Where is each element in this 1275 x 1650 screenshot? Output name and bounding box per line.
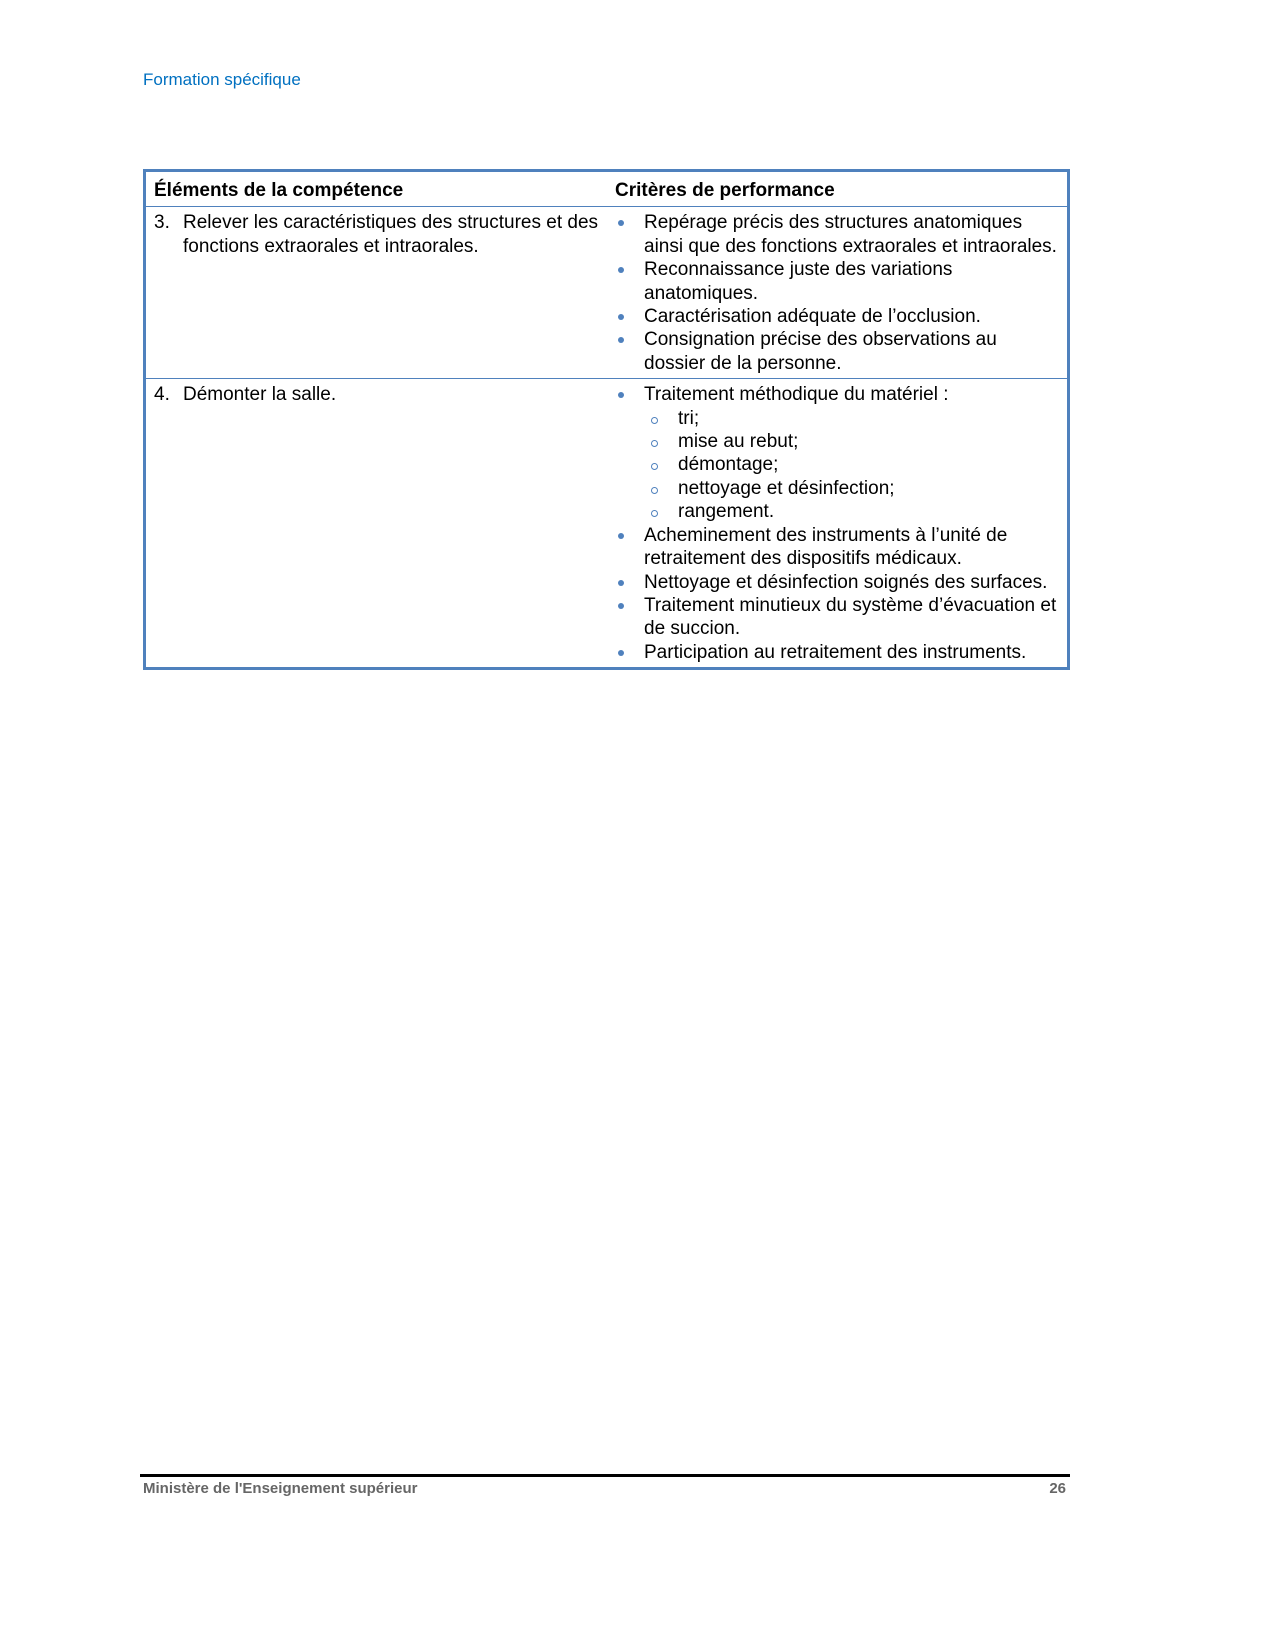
bullet-icon bbox=[615, 383, 644, 406]
criteria-item bbox=[615, 524, 1059, 571]
circle-bullet-icon bbox=[649, 477, 678, 500]
bullet-icon bbox=[615, 211, 644, 258]
table-row bbox=[145, 207, 1069, 379]
bullet-icon bbox=[615, 594, 644, 641]
bullet-icon bbox=[615, 305, 644, 328]
criteria-subitem bbox=[615, 430, 1059, 453]
criteria-text: Traitement minutieux du système d’évacuation et de succion. bbox=[644, 594, 1057, 640]
criteria-subitem bbox=[615, 477, 1059, 500]
criteria-item bbox=[615, 211, 1059, 258]
criteria-item bbox=[615, 328, 1059, 375]
criteria-subtext: tri; bbox=[678, 407, 700, 429]
bullet-icon bbox=[615, 524, 644, 571]
footer-rule bbox=[140, 1474, 1070, 1477]
circle-bullet-icon bbox=[649, 500, 678, 523]
criteria-cell bbox=[607, 379, 1069, 669]
table-header-row bbox=[145, 171, 1069, 207]
element-number: 3. bbox=[154, 212, 170, 234]
criteria-subtext: mise au rebut; bbox=[678, 431, 799, 453]
competence-table bbox=[143, 169, 1070, 670]
table-row bbox=[145, 379, 1069, 669]
criteria-text: Participation au retraitement des instruments. bbox=[644, 641, 1027, 663]
circle-bullet-icon bbox=[649, 453, 678, 476]
criteria-text: Nettoyage et désinfection soignés des surfaces. bbox=[644, 571, 1048, 593]
criteria-item bbox=[615, 571, 1059, 594]
criteria-list bbox=[615, 211, 1059, 375]
footer-ministry: Ministère de l'Enseignement supérieur bbox=[143, 1480, 418, 1497]
criteria-subtext: démontage; bbox=[678, 454, 779, 476]
criteria-subitem bbox=[615, 407, 1059, 430]
criteria-item bbox=[615, 594, 1059, 641]
criteria-text: Repérage précis des structures anatomiques ainsi que des fonctions extraorales et intraorales. bbox=[644, 212, 1057, 257]
column-header-elements: Éléments de la compétence bbox=[145, 171, 608, 207]
criteria-cell bbox=[607, 207, 1069, 379]
bullet-icon bbox=[615, 328, 644, 375]
element-number: 4. bbox=[154, 384, 170, 406]
criteria-text: Acheminement des instruments à l’unité de retraitement des dispositifs médicaux. bbox=[644, 524, 1008, 570]
page-number: 26 bbox=[1049, 1480, 1066, 1497]
criteria-item bbox=[615, 305, 1059, 328]
criteria-text: Caractérisation adéquate de l’occlusion. bbox=[644, 306, 981, 328]
criteria-subitem bbox=[615, 500, 1059, 523]
circle-bullet-icon bbox=[649, 407, 678, 430]
element-text: Démonter la salle. bbox=[183, 384, 337, 406]
bullet-icon bbox=[615, 258, 644, 305]
column-header-criteres: Critères de performance bbox=[607, 171, 1069, 207]
circle-bullet-icon bbox=[649, 430, 678, 453]
criteria-item bbox=[615, 641, 1059, 664]
criteria-subtext: nettoyage et désinfection; bbox=[678, 477, 895, 499]
criteria-subtext: rangement. bbox=[678, 501, 775, 523]
element-cell bbox=[145, 207, 608, 379]
criteria-text: Traitement méthodique du matériel : bbox=[644, 384, 949, 406]
criteria-subitem bbox=[615, 453, 1059, 476]
criteria-list bbox=[615, 383, 1059, 664]
bullet-icon bbox=[615, 571, 644, 594]
element-cell bbox=[145, 379, 608, 669]
criteria-item bbox=[615, 383, 1059, 406]
element-text: Relever les caractéristiques des structures et des fonctions extraorales et intraorales. bbox=[183, 212, 599, 257]
criteria-text: Consignation précise des observations au dossier de la personne. bbox=[644, 329, 997, 374]
criteria-item bbox=[615, 258, 1059, 305]
criteria-text: Reconnaissance juste des variations anatomiques. bbox=[644, 259, 953, 304]
bullet-icon bbox=[615, 641, 644, 664]
running-header: Formation spécifique bbox=[143, 70, 301, 89]
